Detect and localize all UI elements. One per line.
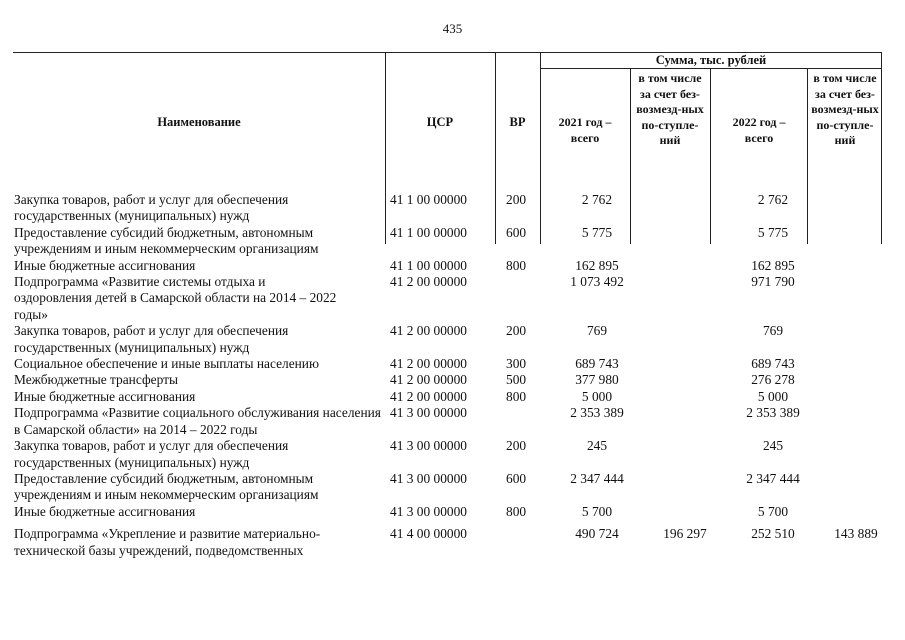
page-number: 435 bbox=[442, 21, 463, 36]
table-row bbox=[14, 274, 884, 323]
row-csr: 41 3 00 00000 bbox=[390, 503, 467, 519]
header-2021-free: в том числе за счет без-возмезд-ных по-ступле-ний bbox=[636, 71, 704, 147]
row-2021-total: 162 895 bbox=[575, 257, 619, 273]
row-2022-total: 2 762 bbox=[757, 192, 789, 207]
row-2021-free: 196 297 bbox=[663, 526, 707, 542]
row-2022-total: 252 510 bbox=[751, 526, 795, 542]
row-name: Иные бюджетные ассигнования bbox=[14, 257, 196, 273]
row-name: Межбюджетные трансферты bbox=[14, 372, 178, 388]
row-2022-total: 162 895 bbox=[751, 257, 795, 273]
row-csr: 41 3 00 00000 bbox=[390, 405, 467, 421]
table-row bbox=[14, 258, 884, 274]
row-csr: 41 2 00 00000 bbox=[390, 323, 467, 339]
table-row bbox=[14, 526, 884, 559]
table-row bbox=[14, 438, 884, 471]
row-2021-total: 5 700 bbox=[581, 503, 613, 519]
table-body bbox=[14, 192, 884, 559]
table-row bbox=[14, 323, 884, 356]
row-2022-total: 276 278 bbox=[751, 372, 795, 388]
header-name: Наименование bbox=[157, 115, 241, 129]
row-2021-total: 2 347 444 bbox=[570, 470, 624, 486]
row-2021-total: 2 762 bbox=[581, 192, 613, 207]
table-row bbox=[14, 405, 884, 438]
row-name: Закупка товаров, работ и услуг для обеспечения государственных (муниципальных) нужд bbox=[14, 192, 289, 224]
header-csr: ЦСР bbox=[426, 115, 454, 129]
row-vr: 200 bbox=[506, 438, 527, 454]
row-vr: 600 bbox=[506, 470, 527, 486]
row-csr: 41 3 00 00000 bbox=[390, 438, 467, 454]
row-csr: 41 1 00 00000 bbox=[390, 224, 467, 240]
row-name: Иные бюджетные ассигнования bbox=[14, 503, 196, 519]
row-vr: 800 bbox=[506, 257, 527, 273]
row-2022-total: 2 347 444 bbox=[746, 470, 800, 486]
row-2022-total: 5 000 bbox=[757, 388, 789, 404]
row-vr: 600 bbox=[506, 224, 527, 240]
row-csr: 41 1 00 00000 bbox=[390, 192, 467, 207]
sum-divider-rule bbox=[540, 68, 882, 69]
table-row bbox=[14, 356, 884, 372]
row-csr: 41 3 00 00000 bbox=[390, 470, 467, 486]
row-name: Социальное обеспечение и иные выплаты населению bbox=[14, 356, 319, 372]
table-row bbox=[14, 225, 884, 258]
table-row bbox=[14, 192, 884, 225]
row-2022-total: 5 775 bbox=[757, 224, 789, 240]
row-vr: 500 bbox=[506, 372, 527, 388]
row-name: Подпрограмма «Развитие системы отдыха и оздоровления детей в Самарской области на 2014 – 2022 годы» bbox=[14, 274, 337, 322]
header-sum: Сумма, тыс. рублей bbox=[655, 53, 767, 67]
row-2022-total: 5 700 bbox=[757, 503, 789, 519]
table-row bbox=[14, 372, 884, 388]
row-2021-total: 5 000 bbox=[581, 388, 613, 404]
row-csr: 41 4 00 00000 bbox=[390, 526, 467, 542]
row-name: Подпрограмма «Развитие социального обслуживания населения в Самарской области» на 2014 – 2022 годы bbox=[14, 405, 381, 437]
row-csr: 41 2 00 00000 bbox=[390, 388, 467, 404]
row-2021-total: 377 980 bbox=[575, 372, 619, 388]
row-name: Закупка товаров, работ и услуг для обеспечения государственных (муниципальных) нужд bbox=[14, 438, 289, 470]
row-vr: 200 bbox=[506, 192, 527, 207]
row-vr: 300 bbox=[506, 356, 527, 372]
row-2022-total: 971 790 bbox=[751, 274, 795, 290]
table-row bbox=[14, 504, 884, 520]
row-name: Предоставление субсидий бюджетным, автономным учреждениям и иным некоммерческим организациям bbox=[14, 470, 319, 503]
row-2022-total: 689 743 bbox=[751, 356, 795, 372]
row-2021-total: 2 353 389 bbox=[570, 405, 624, 421]
row-2021-total: 245 bbox=[586, 438, 608, 454]
header-2022-total: 2022 год – всего bbox=[732, 115, 786, 145]
row-2021-total: 5 775 bbox=[581, 224, 613, 240]
row-2022-total: 245 bbox=[762, 438, 784, 454]
row-csr: 41 2 00 00000 bbox=[390, 274, 467, 290]
row-2021-total: 490 724 bbox=[575, 526, 619, 542]
header-2021-total: 2021 год – всего bbox=[558, 115, 612, 145]
table-row bbox=[14, 389, 884, 405]
row-vr: 800 bbox=[506, 388, 527, 404]
row-2021-total: 689 743 bbox=[575, 356, 619, 372]
header-vr: ВР bbox=[509, 115, 526, 129]
row-name: Подпрограмма «Укрепление и развитие материально-технической базы учреждений, подведомственных bbox=[14, 526, 321, 558]
row-vr: 200 bbox=[506, 323, 527, 339]
row-name: Иные бюджетные ассигнования bbox=[14, 388, 196, 404]
row-vr: 800 bbox=[506, 503, 527, 519]
row-2022-total: 2 353 389 bbox=[746, 405, 800, 421]
table-row bbox=[14, 471, 884, 504]
header-2022-free: в том числе за счет без-возмезд-ных по-ступле-ний bbox=[811, 71, 879, 147]
row-2022-free: 143 889 bbox=[834, 526, 878, 542]
row-name: Предоставление субсидий бюджетным, автономным учреждениям и иным некоммерческим организациям bbox=[14, 224, 319, 257]
row-2021-total: 769 bbox=[586, 323, 608, 339]
row-csr: 41 2 00 00000 bbox=[390, 356, 467, 372]
row-csr: 41 2 00 00000 bbox=[390, 372, 467, 388]
row-name: Закупка товаров, работ и услуг для обеспечения государственных (муниципальных) нужд bbox=[14, 323, 289, 355]
row-2022-total: 769 bbox=[762, 323, 784, 339]
row-csr: 41 1 00 00000 bbox=[390, 257, 467, 273]
row-2021-total: 1 073 492 bbox=[570, 274, 624, 290]
